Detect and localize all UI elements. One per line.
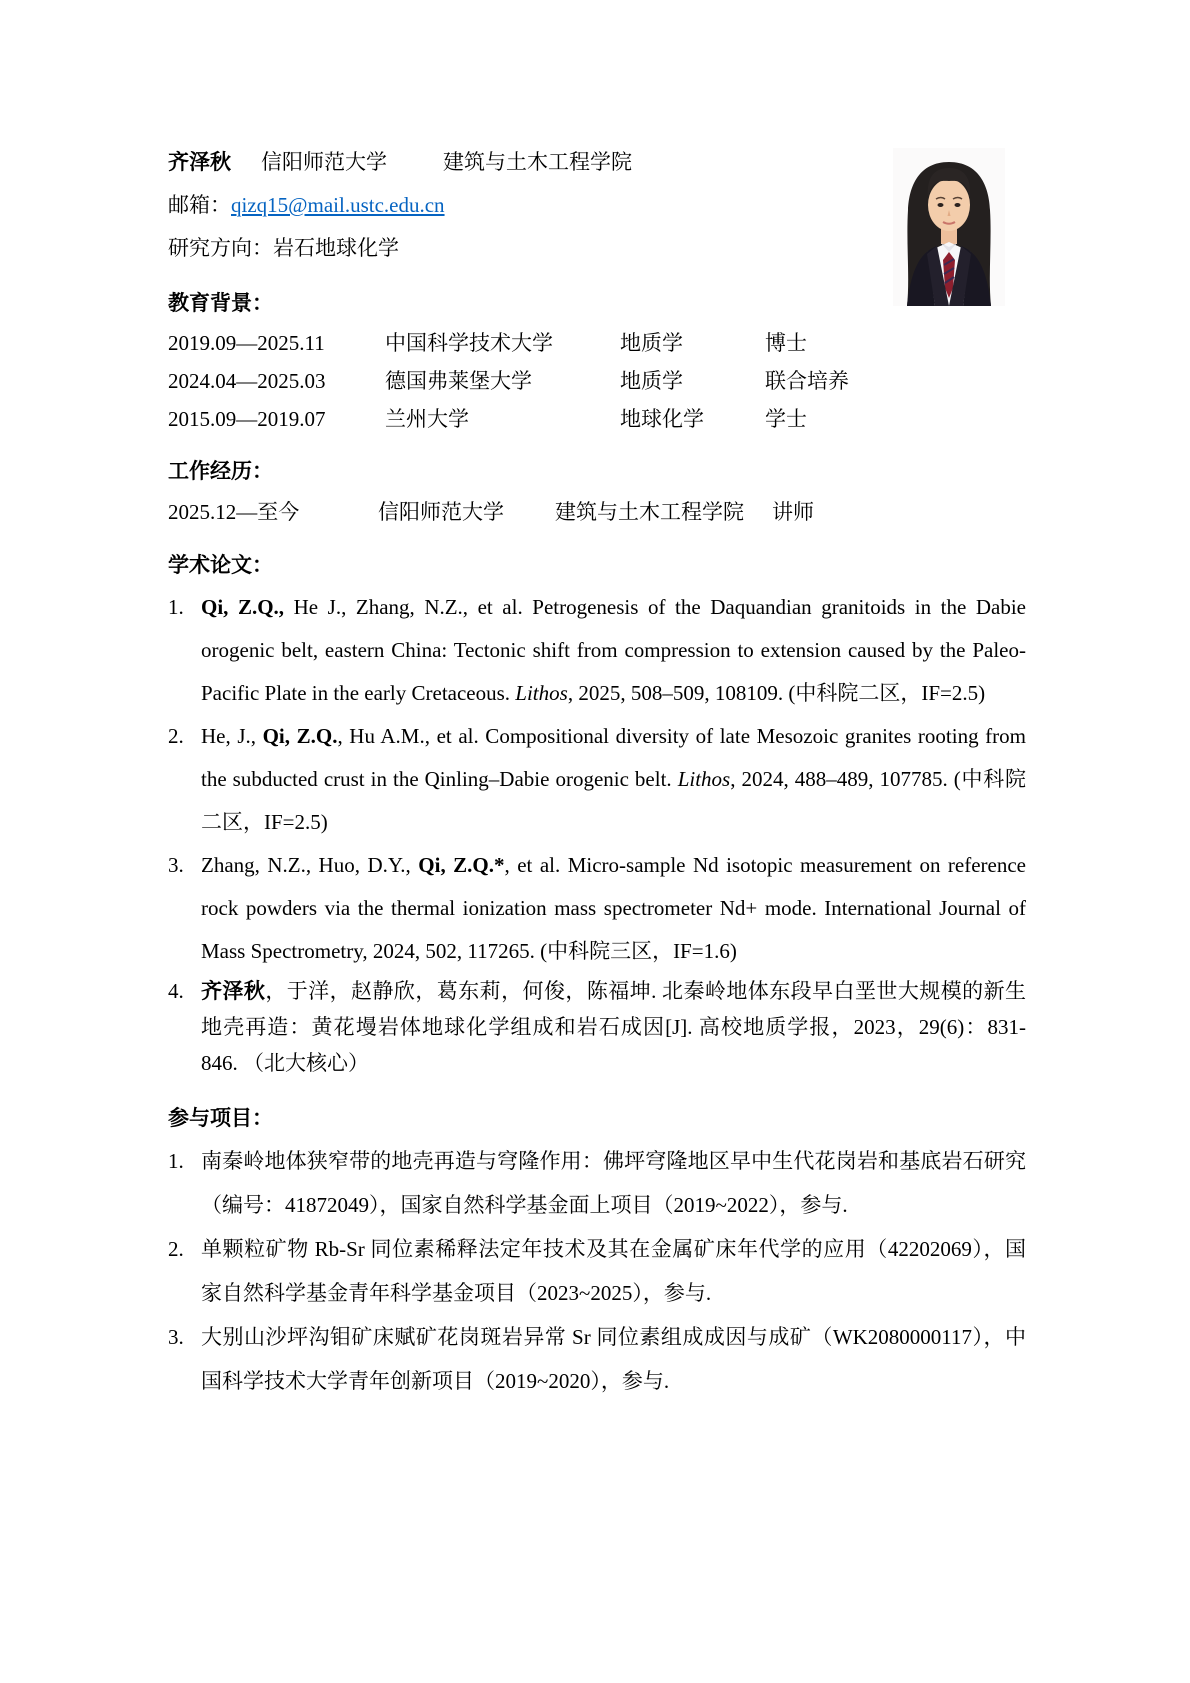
work-school: 信阳师范大学	[378, 500, 504, 524]
education-school: 中国科学技术大学	[385, 331, 553, 355]
email-link[interactable]: qizq15@mail.ustc.edu.cn	[231, 193, 445, 217]
project-number: 2.	[168, 1237, 184, 1261]
work-period: 2025.12—至今	[168, 500, 300, 524]
paper-text-segment: ，于洋，赵静欣，葛东莉，何俊，陈福坤. 北秦岭地体东段早白垩世大规模的新生地壳再造：黄花墁岩体地球化学组成和岩石成因[J]. 高校地质学报，2023，29(6)：831-846. （北大核心）	[201, 979, 1027, 1075]
education-major: 地球化学	[620, 407, 704, 431]
research-line: 研究方向：岩石地球化学	[168, 236, 399, 260]
section-title-papers: 学术论文：	[168, 553, 273, 577]
paper-text-segment: Qi, Z.Q.*	[418, 853, 505, 877]
education-school: 德国弗莱堡大学	[385, 369, 532, 393]
education-period: 2019.09—2025.11	[168, 331, 325, 355]
papers-list	[168, 586, 1026, 1081]
document-body	[168, 141, 1026, 1403]
work-table	[168, 492, 1026, 532]
paper-number: 2.	[168, 724, 184, 748]
college-name: 建筑与土木工程学院	[443, 150, 632, 174]
paper-text-segment: He J., Zhang, N.Z., et al. Petrogenesis of the Daquandian granitoids in the Dabie orogenic belt, eastern China: Tectonic shift from compression to extension caused by the Paleo-Pacific Plate in the early Cretaceous.	[201, 595, 1026, 705]
paper-text-segment: , Hu A.M.,	[337, 724, 430, 748]
paper-number: 1.	[168, 595, 184, 619]
email-label: 邮箱：	[168, 193, 231, 217]
email-line	[168, 184, 1026, 227]
paper-text-segment: , et al. Micro-sample Nd isotopic measurement on reference rock powders via the thermal ionization mass spectrometer Nd+ mode. International Journal of Mass Spectrometry, 2024, 502, 117265. (中科院三区，IF=1.6)	[201, 853, 1027, 963]
paper-text	[201, 724, 1026, 834]
education-degree: 博士	[765, 331, 807, 355]
education-period: 2015.09—2019.07	[168, 407, 326, 431]
education-major: 地质学	[620, 331, 683, 355]
education-table	[168, 324, 1026, 438]
paper-text-segment: Qi, Z.Q.,	[201, 595, 285, 619]
project-item	[168, 1315, 1026, 1403]
person-name: 齐泽秋	[168, 150, 231, 174]
paper-text	[201, 853, 1026, 963]
paper-text-segment: Qi, Z.Q.	[262, 724, 338, 748]
project-text: 大别山沙坪沟钼矿床赋矿花岗斑岩异常 Sr 同位素组成成因与成矿（WK2080000117），中国科学技术大学青年创新项目（2019~2020），参与.	[201, 1325, 1026, 1393]
education-row	[168, 362, 1026, 400]
project-item	[168, 1227, 1026, 1315]
paper-text-segment: Lithos	[677, 767, 731, 791]
university-name: 信阳师范大学	[261, 150, 387, 174]
paper-text-segment: Zhang, N.Z., Huo, D.Y.,	[201, 853, 419, 877]
paper-item	[168, 715, 1026, 844]
paper-text-segment: et al. Compositional diversity of late Mesozoic granites rooting from the subducted crust in the Qinling–Dabie orogenic belt.	[201, 724, 1026, 791]
project-item	[168, 1139, 1026, 1227]
paper-text-segment: He, J.,	[201, 724, 263, 748]
section-title-projects: 参与项目：	[168, 1106, 273, 1130]
paper-text-segment: Lithos	[515, 681, 568, 705]
paper-text	[201, 595, 1026, 705]
education-degree: 联合培养	[765, 369, 849, 393]
education-row	[168, 400, 1026, 438]
paper-text-segment: , 2024, 488–489, 107785. (中科院二区，IF=2.5)	[201, 767, 1026, 834]
paper-number: 4.	[168, 979, 184, 1003]
work-department: 建筑与土木工程学院	[555, 500, 744, 524]
projects-list	[168, 1139, 1026, 1403]
education-major: 地质学	[620, 369, 683, 393]
paper-item	[168, 844, 1026, 973]
project-text: 南秦岭地体狭窄带的地壳再造与穹隆作用：佛坪穹隆地区早中生代花岗岩和基底岩石研究（编号：41872049），国家自然科学基金面上项目（2019~2022），参与.	[201, 1149, 1026, 1217]
header-title-line	[168, 141, 1026, 184]
paper-text-segment: 齐泽秋	[201, 979, 266, 1003]
education-period: 2024.04—2025.03	[168, 369, 326, 393]
paper-item	[168, 973, 1026, 1081]
section-title-education: 教育背景：	[168, 291, 273, 315]
project-number: 1.	[168, 1149, 184, 1173]
paper-text	[201, 979, 1026, 1075]
paper-item	[168, 586, 1026, 715]
paper-number: 3.	[168, 853, 184, 877]
paper-text-segment: , 2025, 508–509, 108109. (中科院二区，IF=2.5)	[567, 681, 986, 705]
project-text: 单颗粒矿物 Rb-Sr 同位素稀释法定年技术及其在金属矿床年代学的应用（42202069），国家自然科学基金青年科学基金项目（2023~2025），参与.	[201, 1237, 1026, 1305]
education-degree: 学士	[765, 407, 807, 431]
work-row	[168, 492, 1026, 532]
project-number: 3.	[168, 1325, 184, 1349]
section-title-work: 工作经历：	[168, 459, 273, 483]
work-position: 讲师	[772, 500, 814, 524]
education-school: 兰州大学	[385, 407, 469, 431]
education-row	[168, 324, 1026, 362]
